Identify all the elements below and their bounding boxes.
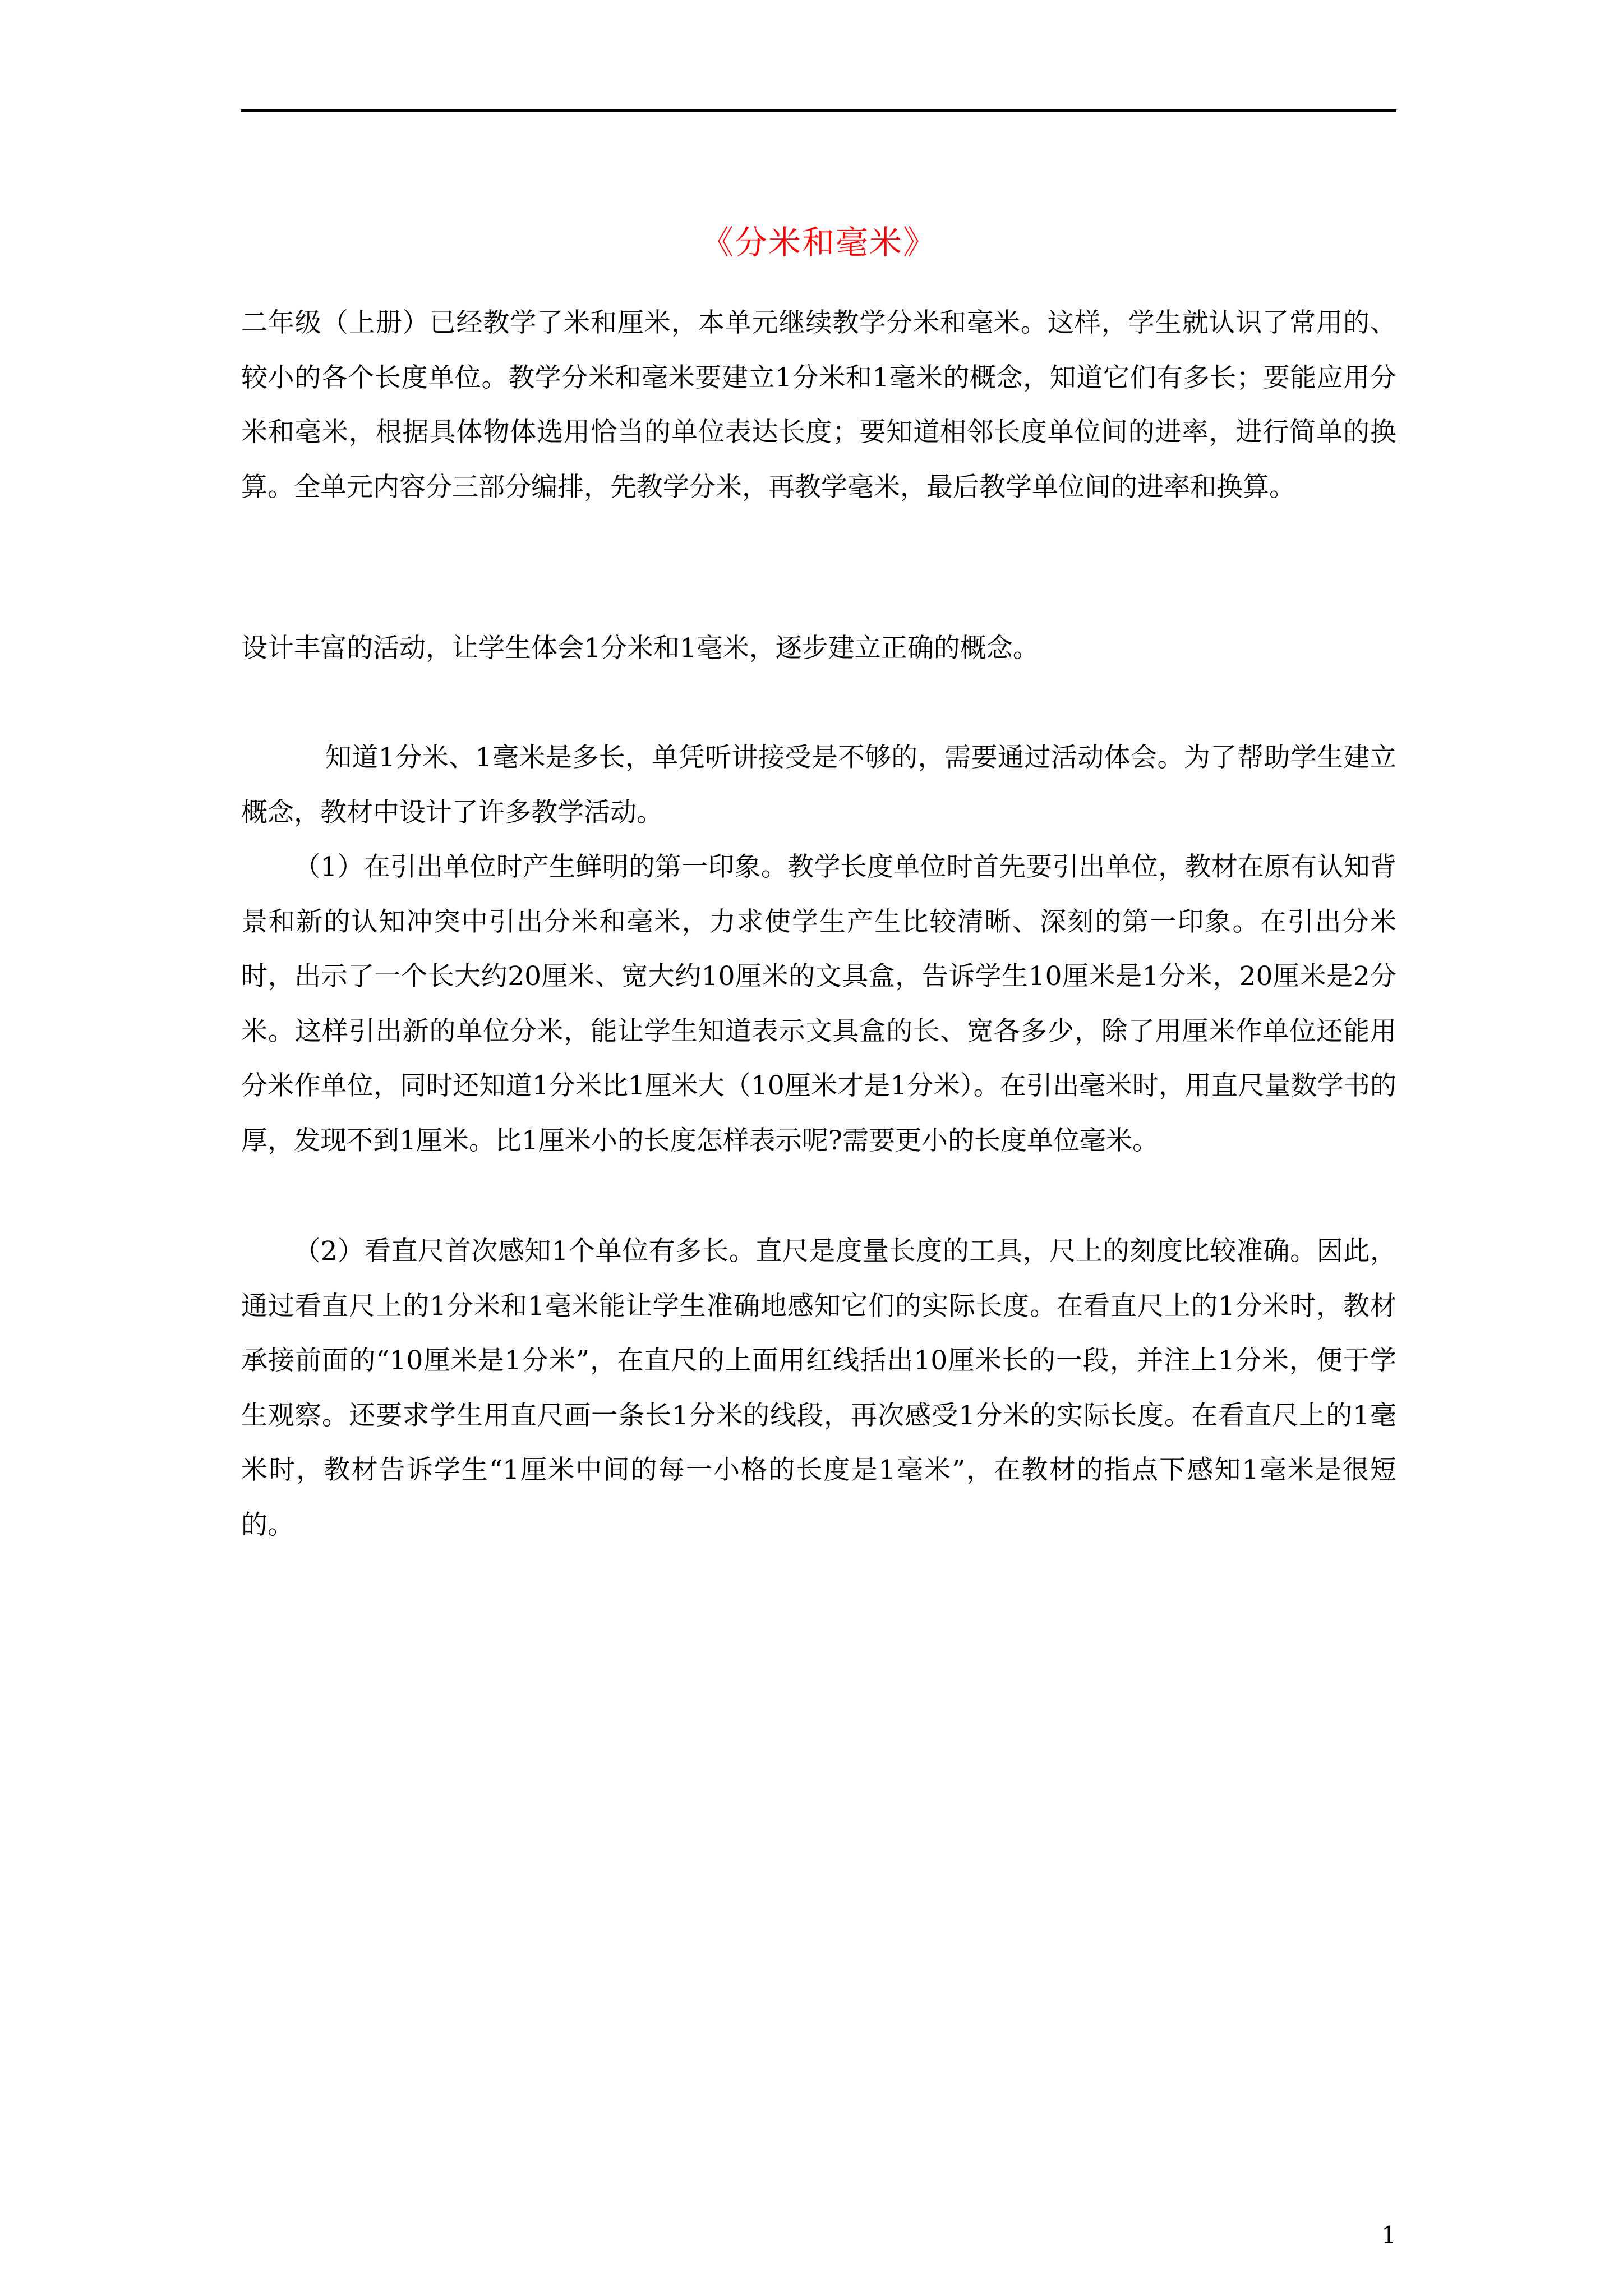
paragraph-activities-overview: 知道1分米、1毫米是多长，单凭听讲接受是不够的，需要通过活动体会。为了帮助学生建立概念，教材中设计了许多教学活动。: [241, 742, 1396, 828]
paragraph-design-activities: 设计丰富的活动，让学生体会1分米和1毫米，逐步建立正确的概念。: [241, 633, 1039, 664]
paragraph-intro: 二年级（上册）已经教学了米和厘米，本单元继续教学分米和毫米。这样，学生就认识了常用的、较小的各个长度单位。教学分米和毫米要建立1分米和1毫米的概念，知道它们有多长；要能应用分米和毫米，根据具体物体选用恰当的单位表达长度；要知道相邻长度单位间的进率，进行简单的换算。全单元内容分三部分编排，先教学分米，再教学毫米，最后教学单位间的进率和换算。: [241, 307, 1396, 503]
header-rule: [241, 109, 1396, 112]
paragraph-point-2: （2）看直尺首次感知1个单位有多长。直尺是度量长度的工具，尺上的刻度比较准确。因此，通过看直尺上的1分米和1毫米能让学生准确地感知它们的实际长度。在看直尺上的1分米时，教材承接前面的“10厘米是1分米”，在直尺的上面用红线括出10厘米长的一段，并注上1分米，便于学生观察。还要求学生用直尺画一条长1分米的线段，再次感受1分米的实际长度。在看直尺上的1毫米时，教材告诉学生“1厘米中间的每一小格的长度是1毫米”，在教材的指点下感知1毫米是很短的。: [241, 1236, 1396, 1540]
document-title: 《分米和毫米》: [700, 223, 937, 261]
page-number: 1: [1381, 2221, 1396, 2249]
paragraph-point-1: （1）在引出单位时产生鲜明的第一印象。教学长度单位时首先要引出单位，教材在原有认知背景和新的认知冲突中引出分米和毫米，力求使学生产生比较清晰、深刻的第一印象。在引出分米时，出示了一个长大约20厘米、宽大约10厘米的文具盒，告诉学生10厘米是1分米，20厘米是2分米。这样引出新的单位分米，能让学生知道表示文具盒的长、宽各多少，除了用厘米作单位还能用分米作单位，同时还知道1分米比1厘米大（10厘米才是1分米）。在引出毫米时，用直尺量数学书的厚，发现不到1厘米。比1厘米小的长度怎样表示呢?需要更小的长度单位毫米。: [241, 852, 1396, 1156]
